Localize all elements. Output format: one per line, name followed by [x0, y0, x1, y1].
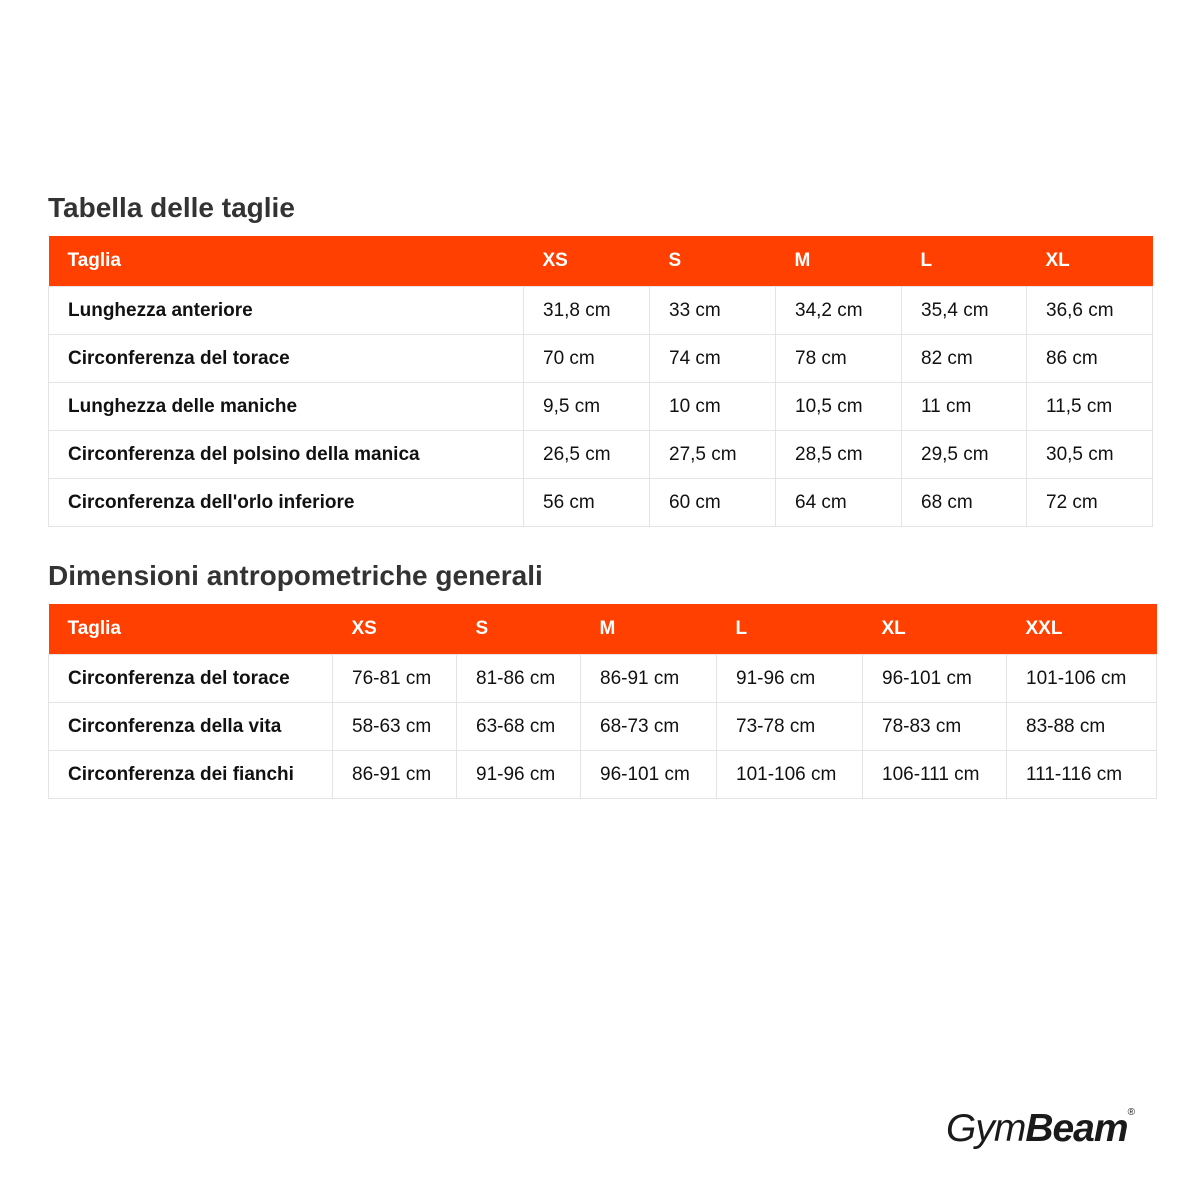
registered-mark: ®: [1127, 1107, 1135, 1118]
gymbeam-logo: [946, 1106, 1156, 1152]
table-cell: 91-96 cm: [717, 655, 863, 703]
table-cell: 86-91 cm: [581, 655, 717, 703]
anthro-table-header-cell: M: [581, 604, 717, 655]
table-cell: 91-96 cm: [457, 751, 581, 799]
table-row: [49, 431, 1153, 479]
table-cell: 74 cm: [650, 335, 776, 383]
table-cell: 83-88 cm: [1007, 703, 1157, 751]
table-cell: 86 cm: [1027, 335, 1153, 383]
table-cell: 78-83 cm: [863, 703, 1007, 751]
table-cell: 34,2 cm: [776, 287, 902, 335]
anthro-table: [48, 604, 1157, 799]
table-cell: 101-106 cm: [717, 751, 863, 799]
anthro-table-header-cell: XS: [333, 604, 457, 655]
table-cell: 64 cm: [776, 479, 902, 527]
anthro-table-header-cell: S: [457, 604, 581, 655]
table-cell: 101-106 cm: [1007, 655, 1157, 703]
table-cell: 82 cm: [902, 335, 1027, 383]
row-label: Circonferenza del polsino della manica: [49, 431, 524, 479]
table-cell: 63-68 cm: [457, 703, 581, 751]
size-table-header-cell: M: [776, 236, 902, 287]
table-row: [49, 703, 1157, 751]
size-table-header-row: [49, 236, 1153, 287]
row-label: Circonferenza del torace: [49, 335, 524, 383]
table-cell: 76-81 cm: [333, 655, 457, 703]
table-cell: 58-63 cm: [333, 703, 457, 751]
table-row: [49, 383, 1153, 431]
row-label: Circonferenza del torace: [49, 655, 333, 703]
table-cell: 29,5 cm: [902, 431, 1027, 479]
table-cell: 81-86 cm: [457, 655, 581, 703]
logo-text-gym: Gym: [946, 1107, 1026, 1150]
row-label: Lunghezza delle maniche: [49, 383, 524, 431]
anthro-table-header-cell: XXL: [1007, 604, 1157, 655]
table-cell: 86-91 cm: [333, 751, 457, 799]
table-cell: 11,5 cm: [1027, 383, 1153, 431]
table-row: [49, 335, 1153, 383]
table-cell: 56 cm: [524, 479, 650, 527]
size-table: [48, 236, 1153, 527]
table-cell: 10,5 cm: [776, 383, 902, 431]
row-label: Circonferenza della vita: [49, 703, 333, 751]
table-cell: 35,4 cm: [902, 287, 1027, 335]
row-label: Circonferenza dell'orlo inferiore: [49, 479, 524, 527]
size-table-header-cell: S: [650, 236, 776, 287]
logo-text-beam: Beam: [1025, 1107, 1128, 1150]
size-table-header-cell: L: [902, 236, 1027, 287]
table-row: [49, 479, 1153, 527]
row-label: Circonferenza dei fianchi: [49, 751, 333, 799]
table-cell: 33 cm: [650, 287, 776, 335]
size-table-title: Tabella delle taglie: [48, 192, 295, 223]
table-cell: 111-116 cm: [1007, 751, 1157, 799]
table-cell: 11 cm: [902, 383, 1027, 431]
size-table-header-cell: XS: [524, 236, 650, 287]
table-cell: 10 cm: [650, 383, 776, 431]
table-cell: 36,6 cm: [1027, 287, 1153, 335]
table-cell: 70 cm: [524, 335, 650, 383]
table-cell: 31,8 cm: [524, 287, 650, 335]
table-cell: 96-101 cm: [581, 751, 717, 799]
anthro-table-header-cell: L: [717, 604, 863, 655]
table-cell: 60 cm: [650, 479, 776, 527]
table-cell: 68-73 cm: [581, 703, 717, 751]
table-row: [49, 751, 1157, 799]
anthro-table-header-cell: XL: [863, 604, 1007, 655]
anthro-table-header-row: [49, 604, 1157, 655]
table-cell: 68 cm: [902, 479, 1027, 527]
table-cell: 26,5 cm: [524, 431, 650, 479]
table-cell: 9,5 cm: [524, 383, 650, 431]
size-table-header-cell: XL: [1027, 236, 1153, 287]
size-table-header-cell: Taglia: [49, 236, 524, 287]
table-cell: 106-111 cm: [863, 751, 1007, 799]
table-cell: 96-101 cm: [863, 655, 1007, 703]
table-cell: 73-78 cm: [717, 703, 863, 751]
table-row: [49, 287, 1153, 335]
anthro-table-header-cell: Taglia: [49, 604, 333, 655]
row-label: Lunghezza anteriore: [49, 287, 524, 335]
table-cell: 27,5 cm: [650, 431, 776, 479]
anthro-table-title: Dimensioni antropometriche generali: [48, 560, 543, 591]
table-cell: 28,5 cm: [776, 431, 902, 479]
table-cell: 30,5 cm: [1027, 431, 1153, 479]
table-cell: 72 cm: [1027, 479, 1153, 527]
table-cell: 78 cm: [776, 335, 902, 383]
table-row: [49, 655, 1157, 703]
